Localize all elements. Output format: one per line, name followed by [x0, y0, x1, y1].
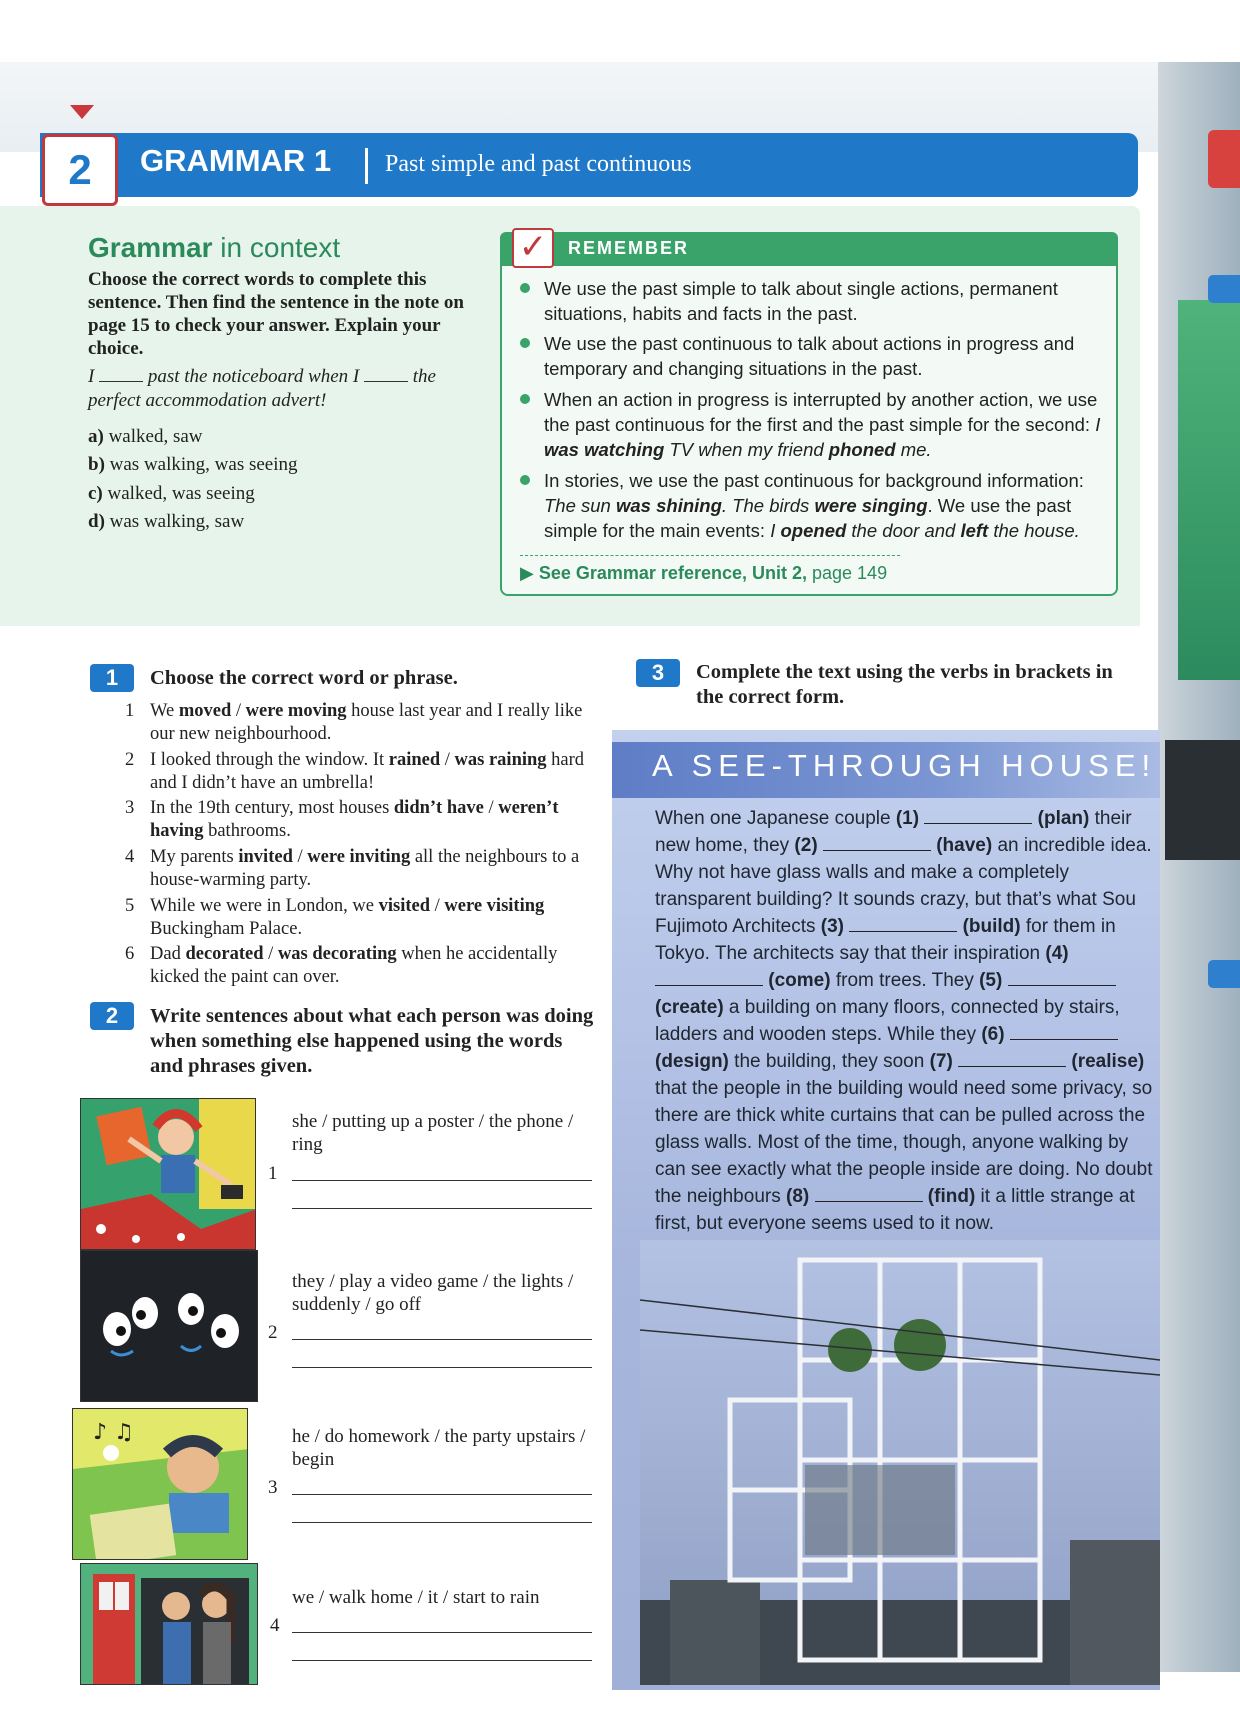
exercise-1-item: 1 We moved / were moving house last year and I really like our new neighbourhood. [125, 701, 583, 744]
section-subtitle: Past simple and past continuous [385, 151, 692, 177]
answer-line[interactable] [292, 1180, 592, 1182]
exercise-1-item: 2 I looked through the window. It rained / was raining hard and I didn’t have an umbrella! [125, 750, 585, 793]
choice-b[interactable]: was raining [454, 750, 547, 770]
remember-point: When an action in progress is interrupted by another action, we use the past continuous for the first and the past simple for the second: I was watching TV when my friend phoned me. [520, 387, 1110, 462]
exercise-2-item-number: 4 [270, 1615, 280, 1636]
illustration-girl-poster [80, 1098, 256, 1250]
exercise-2-prompt: she / putting up a poster / the phone / ring [292, 1111, 574, 1155]
choice-a[interactable]: didn’t have [393, 798, 484, 818]
illustration-homework-party [72, 1408, 248, 1560]
next-page-blue-tab [1208, 275, 1240, 303]
choice-a[interactable]: decorated [185, 944, 264, 964]
arrow-right-icon: ▶ [520, 563, 534, 583]
unit-number-badge [42, 134, 118, 206]
option-b[interactable]: b) was walking, was seeing [88, 454, 298, 475]
choice-b[interactable]: were moving [245, 701, 347, 721]
exercise-3-instruction: Complete the text using the verbs in brackets in the correct form. [696, 661, 1113, 708]
answer-line[interactable] [292, 1522, 592, 1524]
gap-blank[interactable] [958, 1051, 1066, 1067]
choice-a[interactable]: visited [378, 896, 430, 916]
answer-line[interactable] [292, 1339, 592, 1341]
illustration-walk-rain [80, 1563, 258, 1685]
unit-number: 2 [68, 146, 92, 193]
exercise-2-item-number: 2 [268, 1322, 278, 1343]
choice-b[interactable]: were inviting [307, 847, 411, 867]
exercise-2-instruction: Write sentences about what each person was doing when something else happened using the words and phrases given. [150, 1005, 594, 1077]
checkmark-icon: ✓ [512, 228, 554, 268]
next-page-dark-area [1165, 740, 1240, 860]
gap-blank[interactable] [655, 970, 763, 986]
exercise-3-number: 3 [636, 659, 680, 687]
exercise-1-item: 6 Dad decorated / was decorating when he accidentally kicked the paint can over. [125, 944, 558, 987]
answer-line[interactable] [292, 1494, 592, 1496]
red-triangle-marker [70, 105, 94, 119]
remember-divider [520, 555, 900, 557]
exercise-1-item: 4 My parents invited / were inviting all the neighbours to a house-warming party. [125, 847, 580, 890]
exercise-1-number: 1 [90, 664, 134, 692]
exercise-1-instruction: Choose the correct word or phrase. [150, 667, 458, 689]
answer-blank[interactable] [99, 367, 143, 382]
next-page-green-area [1178, 300, 1240, 680]
answer-line[interactable] [292, 1208, 592, 1210]
choice-a[interactable]: moved [178, 701, 232, 721]
house-photo [640, 1240, 1160, 1685]
answer-line[interactable] [292, 1632, 592, 1634]
gap-blank[interactable] [924, 808, 1032, 824]
exercise-1-item: 3 In the 19th century, most houses didn’t have / weren’t having bathrooms. [125, 798, 559, 841]
grammar-in-context-title: Grammar in context [88, 232, 341, 263]
option-c[interactable]: c) walked, was seeing [88, 483, 255, 504]
article-text: When one Japanese couple (1) (plan) their new home, they (2) (have) an incredible idea. Why not have glass walls and make a completely transparent building? It sounds crazy, but that’s what Sou Fujimoto Architects (3) (build) for them in Tokyo. The architects say that their inspiration (4) (come) from trees. They (5) (create) a building on many floors, connected by stairs, ladders and wooden steps. While they (6) (design) the building, they soon (7) (realise) that the people in the building would need some privacy, so there are thick white curtains that can be pulled across the glass walls. Most of the time, though, anyone walking by can see exactly what the people inside are doing. No doubt the neighbours (8) (find) it a little strange at first, but everyone seems used to it now. [655, 808, 1153, 1234]
exercise-2-item-number: 1 [268, 1163, 278, 1184]
exercise-2-prompt: we / walk home / it / start to rain [292, 1587, 540, 1608]
exercise-2-prompt: he / do homework / the party upstairs / begin [292, 1426, 586, 1470]
answer-line[interactable] [292, 1367, 592, 1369]
choice-a[interactable]: rained [388, 750, 441, 770]
remember-title: REMEMBER [568, 238, 690, 258]
remember-point: We use the past simple to talk about single actions, permanent situations, habits and facts in the past. [520, 276, 1110, 326]
answer-blank[interactable] [364, 367, 408, 382]
exercise-2-number: 2 [90, 1002, 134, 1030]
option-a[interactable]: a) walked, saw [88, 426, 203, 447]
next-page-red-tab [1208, 130, 1240, 188]
gap-blank[interactable] [823, 835, 931, 851]
choice-a[interactable]: invited [238, 847, 293, 867]
gap-blank[interactable] [1010, 1024, 1118, 1040]
choice-b[interactable]: weren’t having [150, 798, 559, 841]
title-separator [365, 148, 368, 184]
gap-blank[interactable] [815, 1186, 923, 1202]
illustration-lights-off [80, 1250, 258, 1402]
choice-b[interactable]: were visiting [444, 896, 545, 916]
gap-blank[interactable] [849, 916, 957, 932]
bullet-icon [520, 475, 530, 485]
grammar-in-context-instruction: Choose the correct words to complete this sentence. Then find the sentence in the note on page 15 to check your answer. Explain your choice. [88, 269, 464, 359]
bullet-icon [520, 338, 530, 348]
option-d[interactable]: d) was walking, saw [88, 511, 245, 532]
section-title: GRAMMAR 1 [140, 143, 332, 178]
next-page-blue-tab [1208, 960, 1240, 988]
remember-point: In stories, we use the past continuous for background information: The sun was shining. The birds were singing. We use the past simple for the main events: I opened the door and left the house. [520, 468, 1110, 543]
article-title: A SEE-THROUGH HOUSE! [652, 748, 1157, 783]
exercise-1-item: 5 While we were in London, we visited / were visiting Buckingham Palace. [125, 896, 545, 939]
grammar-reference-link[interactable]: ▶ See Grammar reference, Unit 2, page 149 [520, 563, 888, 583]
svg-text:♪ ♫: ♪ ♫ [93, 1420, 134, 1445]
gap-blank[interactable] [1008, 970, 1116, 986]
answer-line[interactable] [292, 1660, 592, 1662]
bullet-icon [520, 283, 530, 293]
exercise-2-item-number: 3 [268, 1477, 278, 1498]
exercise-2-prompt: they / play a video game / the lights / suddenly / go off [292, 1271, 574, 1315]
grammar-in-context-sentence: I past the noticeboard when I the perfect accommodation advert! [88, 366, 436, 411]
remember-point: We use the past continuous to talk about actions in progress and temporary and changing situations in the past. [520, 331, 1110, 381]
choice-b[interactable]: was decorating [277, 944, 397, 964]
bullet-icon [520, 394, 530, 404]
